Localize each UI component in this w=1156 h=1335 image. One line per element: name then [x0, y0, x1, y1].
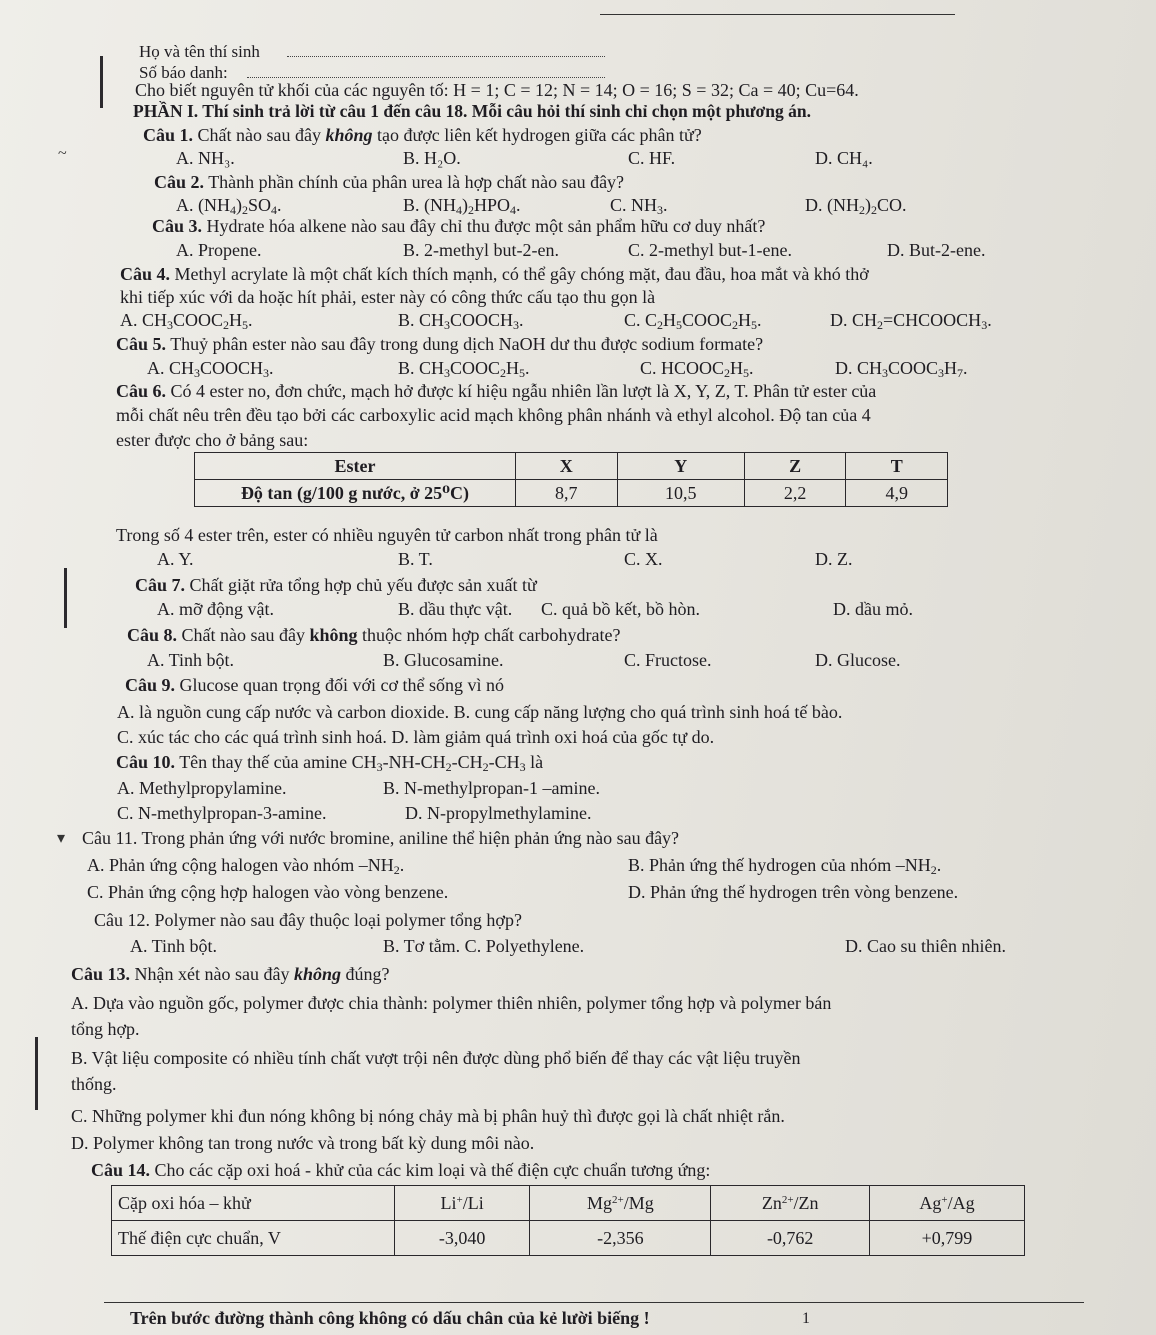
q9-options-ab[interactable]: A. là nguồn cung cấp nước và carbon dioxide. B. cung cấp năng lượng cho quá trình sinh hoá tế bào.: [117, 702, 843, 722]
table-header-ester: Ester: [195, 453, 516, 480]
q4-option-b[interactable]: B. $CH_3COOCH_3$.: [398, 310, 524, 332]
table-row-label: Thế điện cực chuẩn, V: [112, 1221, 395, 1256]
q13-option-b-line1[interactable]: B. Vật liệu composite có nhiều tính chất vượt trội nên được dùng phổ biến để thay các vật liệu truyền: [71, 1048, 801, 1068]
margin-bar: [35, 1037, 38, 1110]
q13-option-b-line2[interactable]: thống.: [71, 1074, 117, 1094]
q4-option-a[interactable]: A. $CH_3COOC_2H_5$.: [120, 310, 253, 332]
q11-option-d[interactable]: D. Phản ứng thế hydrogen trên vòng benzene.: [628, 882, 959, 902]
table-header-pair: Cặp oxi hóa – khử: [112, 1186, 395, 1221]
table-cell: 10,5: [617, 480, 744, 507]
q13-option-a-line2[interactable]: tổng hợp.: [71, 1019, 140, 1039]
margin-mark: ~: [58, 145, 67, 162]
q2-stem: Câu 2. Thành phần chính của phân urea là hợp chất nào sau đây?: [154, 172, 625, 192]
q8-option-c[interactable]: C. Fructose.: [624, 650, 712, 670]
q13-stem: Câu 13. Nhận xét nào sau đây không đúng?: [71, 964, 390, 984]
table-cell: +0,799: [869, 1221, 1024, 1256]
q7-option-c[interactable]: C. quả bồ kết, bồ hòn.: [541, 599, 700, 619]
table-header-li: Li+/Li: [395, 1186, 530, 1221]
table-cell: 8,7: [516, 480, 618, 507]
q5-option-b[interactable]: B. $CH_3COOC_2H_5$.: [398, 358, 530, 380]
q3-option-a[interactable]: A. Propene.: [176, 240, 262, 260]
q7-option-b[interactable]: B. dầu thực vật.: [398, 599, 513, 619]
q8-stem: Câu 8. Chất nào sau đây không thuộc nhóm hợp chất carbohydrate?: [127, 625, 621, 645]
q2-option-c[interactable]: C. $NH_3$.: [610, 195, 668, 217]
table-cell: 2,2: [744, 480, 846, 507]
table-cell: -3,040: [395, 1221, 530, 1256]
table-header-zn: $Zn^{2+}/Zn$: [711, 1186, 869, 1221]
q6-option-d[interactable]: D. Z.: [815, 549, 853, 569]
q13-option-c[interactable]: C. Những polymer khi đun nóng không bị nóng chảy mà bị phân huỷ thì được gọi là chất nhiệt rắn.: [71, 1106, 785, 1126]
q3-stem: Câu 3. Hydrate hóa alkene nào sau đây chỉ thu được một sản phẩm hữu cơ duy nhất?: [152, 216, 766, 236]
q5-stem: Câu 5. Thuỷ phân ester nào sau đây trong dung dịch NaOH dư thu được sodium formate?: [116, 334, 764, 354]
name-label: Họ và tên thí sinh: [139, 42, 260, 61]
q6-option-c[interactable]: C. X.: [624, 549, 663, 569]
solubility-table: [194, 452, 948, 507]
q6-stem-4: Trong số 4 ester trên, ester có nhiều nguyên tử carbon nhất trong phân tử là: [116, 525, 658, 545]
margin-mark: ▾: [57, 830, 66, 847]
number-dots: [247, 77, 605, 78]
q5-option-d[interactable]: D. $CH_3COOC_3H_7$.: [835, 358, 968, 380]
q10-stem: Câu 10. Tên thay thế của amine $CH_3-NH-CH_2-CH_2-CH_3$ là: [116, 752, 544, 774]
table-cell: -0,762: [711, 1221, 869, 1256]
q5-option-a[interactable]: A. $CH_3COOCH_3$.: [147, 358, 274, 380]
q10-option-c[interactable]: C. N-methylpropan-3-amine.: [117, 803, 327, 823]
q11-stem: Câu 11. Trong phản ứng với nước bromine, aniline thể hiện phản ứng nào sau đây?: [82, 828, 680, 848]
potential-table: [111, 1185, 1025, 1256]
q10-option-d[interactable]: D. N-propylmethylamine.: [405, 803, 592, 823]
table-header-ag: Ag+/Ag: [869, 1186, 1024, 1221]
q12-option-d[interactable]: D. Cao su thiên nhiên.: [845, 936, 1006, 956]
q10-option-a[interactable]: A. Methylpropylamine.: [117, 778, 287, 798]
q3-option-b[interactable]: B. 2-methyl but-2-en.: [403, 240, 559, 260]
q10-option-b[interactable]: B. N-methylpropan-1 –amine.: [383, 778, 600, 798]
q4-stem-1: Câu 4. Methyl acrylate là một chất kích thích mạnh, có thể gây chóng mặt, đau đầu, hoa mắt và khó thở: [120, 264, 869, 284]
margin-bar: [100, 56, 103, 108]
q8-option-a[interactable]: A. Tinh bột.: [147, 650, 235, 670]
q2-option-a[interactable]: A. $(NH_4)_2SO_4$.: [176, 195, 282, 217]
q8-option-d[interactable]: D. Glucose.: [815, 650, 901, 670]
q1-option-a[interactable]: A. NH₃.: [176, 148, 235, 168]
q6-stem-2: mỗi chất nêu trên đều tạo bởi các carboxylic acid mạch không phân nhánh và ethyl alcohol. Độ tan của 4: [116, 405, 871, 425]
table-header-t: T: [846, 453, 948, 480]
q2-option-d[interactable]: D. $(NH_2)_2CO$.: [805, 195, 907, 217]
q7-option-a[interactable]: A. mỡ động vật.: [157, 599, 275, 619]
table-row-label: Độ tan (g/100 g nước, ở 25⁰C): [195, 480, 516, 507]
footer-motto: Trên bước đường thành công không có dấu chân của kẻ lười biếng !: [130, 1308, 650, 1328]
q7-option-d[interactable]: D. dầu mỏ.: [833, 599, 913, 619]
q3-option-c[interactable]: C. 2-methyl but-1-ene.: [628, 240, 792, 260]
q1-option-c[interactable]: C. HF.: [628, 148, 676, 168]
q4-option-d[interactable]: D. $CH_2=CHCOOCH_3$.: [830, 310, 992, 332]
margin-bar: [64, 568, 67, 628]
q13-option-a-line1[interactable]: A. Dựa vào nguồn gốc, polymer được chia thành: polymer thiên nhiên, polymer tổng hợp và polymer bán: [71, 993, 832, 1013]
table-header-y: Y: [617, 453, 744, 480]
q11-option-c[interactable]: C. Phản ứng cộng hợp halogen vào vòng benzene.: [87, 882, 449, 902]
q11-option-a[interactable]: A. Phản ứng cộng halogen vào nhóm $-NH_2$.: [87, 855, 405, 877]
number-label: Số báo danh:: [139, 63, 228, 82]
name-dots: [287, 56, 605, 57]
q6-option-a[interactable]: A. Y.: [157, 549, 194, 569]
q12-option-a[interactable]: A. Tinh bột.: [130, 936, 218, 956]
q1-option-b[interactable]: B. H₂O.: [403, 148, 461, 168]
table-cell: -2,356: [530, 1221, 711, 1256]
q13-option-d[interactable]: D. Polymer không tan trong nước và trong bất kỳ dung môi nào.: [71, 1133, 535, 1153]
q6-stem-3: ester được cho ở bảng sau:: [116, 430, 309, 450]
table-header-z: Z: [744, 453, 846, 480]
q9-options-cd[interactable]: C. xúc tác cho các quá trình sinh hoá. D. làm giảm quá trình oxi hoá của gốc tự do.: [117, 727, 715, 747]
q2-option-b[interactable]: B. $(NH_4)_2HPO_4$.: [403, 195, 521, 217]
q6-option-b[interactable]: B. T.: [398, 549, 433, 569]
q1-stem: Câu 1. Chất nào sau đây không tạo được liên kết hydrogen giữa các phân tử?: [143, 125, 702, 145]
table-cell: 4,9: [846, 480, 948, 507]
table-header-mg: $Mg^{2+}/Mg$: [530, 1186, 711, 1221]
footer-rule: [104, 1302, 1084, 1303]
q6-stem-1: Câu 6. Có 4 ester no, đơn chức, mạch hở được kí hiệu ngẫu nhiên lần lượt là X, Y, Z, T. Phân tử ester của: [116, 381, 877, 401]
atomic-masses: Cho biết nguyên tử khối của các nguyên tố: H = 1; C = 12; N = 14; O = 16; S = 32; Ca = 40; Cu=64.: [135, 80, 859, 100]
part-heading: PHẦN I. Thí sinh trả lời từ câu 1 đến câu 18. Mỗi câu hỏi thí sinh chỉ chọn một phương án.: [133, 101, 811, 121]
q4-stem-2: khi tiếp xúc với da hoặc hít phải, ester này có công thức cấu tạo thu gọn là: [120, 287, 656, 307]
q8-option-b[interactable]: B. Glucosamine.: [383, 650, 504, 670]
q1-option-d[interactable]: D. CH₄.: [815, 148, 873, 168]
top-rule: [600, 14, 955, 15]
q14-stem: Câu 14. Cho các cặp oxi hoá - khử của các kim loại và thế điện cực chuẩn tương ứng:: [91, 1160, 711, 1180]
table-header-x: X: [516, 453, 618, 480]
q12-options-bc[interactable]: B. Tơ tằm. C. Polyethylene.: [383, 936, 585, 956]
q12-stem: Câu 12. Polymer nào sau đây thuộc loại polymer tổng hợp?: [94, 910, 522, 930]
q3-option-d[interactable]: D. But-2-ene.: [887, 240, 986, 260]
q5-option-c[interactable]: C. $HCOOC_2H_5$.: [640, 358, 754, 380]
q4-option-c[interactable]: C. $C_2H_5COOC_2H_5$.: [624, 310, 762, 332]
page-number: 1: [802, 1310, 810, 1327]
q9-stem: Câu 9. Glucose quan trọng đối với cơ thể sống vì nó: [125, 675, 505, 695]
q11-option-b[interactable]: B. Phản ứng thế hydrogen của nhóm $-NH_2$.: [628, 855, 942, 877]
q7-stem: Câu 7. Chất giặt rửa tổng hợp chủ yếu được sản xuất từ: [135, 575, 537, 595]
